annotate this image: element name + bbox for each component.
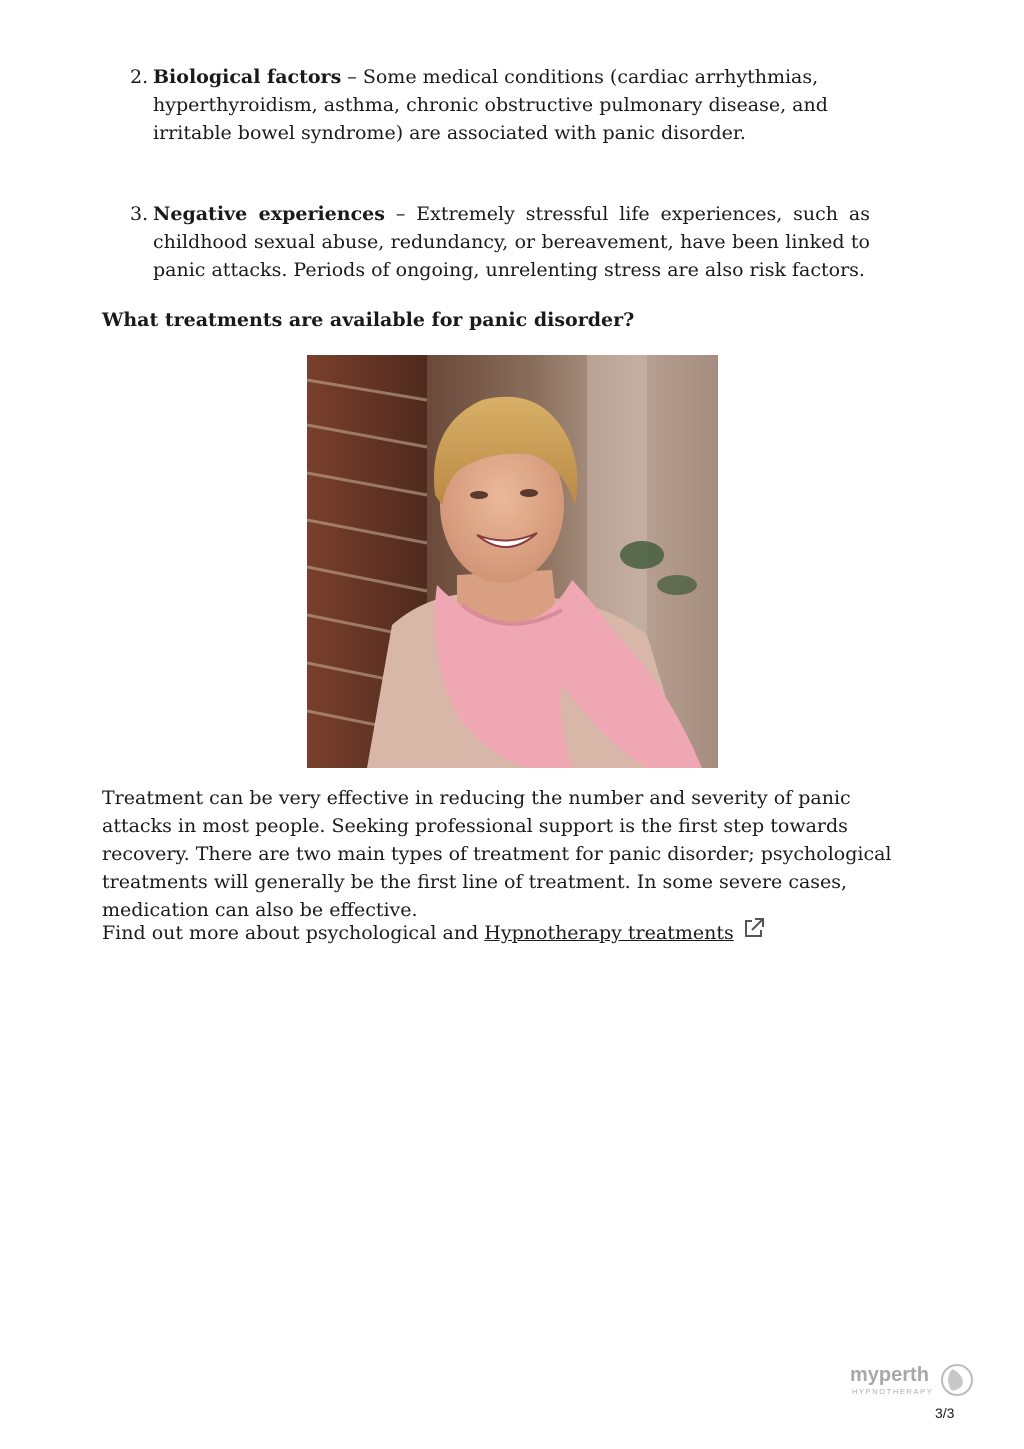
list-item-body xyxy=(153,200,870,284)
external-link-icon[interactable] xyxy=(742,916,766,948)
list-number: 3. xyxy=(130,203,149,225)
svg-text:myperth: myperth xyxy=(850,1364,929,1386)
list-item-negative-experiences xyxy=(130,200,870,284)
find-out-text: Find out more about psychological and xyxy=(102,922,485,944)
page-number: 3/3 xyxy=(935,1405,955,1421)
hypnotherapy-treatments-link[interactable]: Hypnotherapy treatments xyxy=(484,922,734,944)
list-item-title: Biological factors xyxy=(153,66,342,88)
section-heading: What treatments are available for panic disorder? xyxy=(102,309,635,331)
list-item-text: – Extremely stressful life experiences, such as childhood sexual abuse, redundancy, or bereavement, have been linked to panic attacks. Periods of ongoing, unrelenting stress are also risk factors. xyxy=(153,203,870,281)
myperth-hypnotherapy-logo xyxy=(850,1360,975,1400)
list-item-biological-factors xyxy=(130,63,870,147)
list-item-title: Negative experiences xyxy=(153,203,385,225)
list-number: 2. xyxy=(130,66,149,88)
svg-text:HYPNOTHERAPY: HYPNOTHERAPY xyxy=(852,1387,934,1396)
find-out-more-line xyxy=(102,918,922,950)
woman-portrait-photo xyxy=(307,355,718,768)
treatment-paragraph: Treatment can be very effective in reducing the number and severity of panic attacks in most people. Seeking professional support is the first step towards recovery. There are two main types of treatment for panic disorder; psychological treatments will generally be the first line of treatment. In some severe cases, medication can also be effective. xyxy=(102,787,892,921)
list-item-text: – Some medical conditions (cardiac arrhythmias, hyperthyroidism, asthma, chronic obstructive pulmonary disease, and irritable bowel syndrome) are associated with panic disorder. xyxy=(153,66,828,144)
list-item-body xyxy=(153,63,870,147)
